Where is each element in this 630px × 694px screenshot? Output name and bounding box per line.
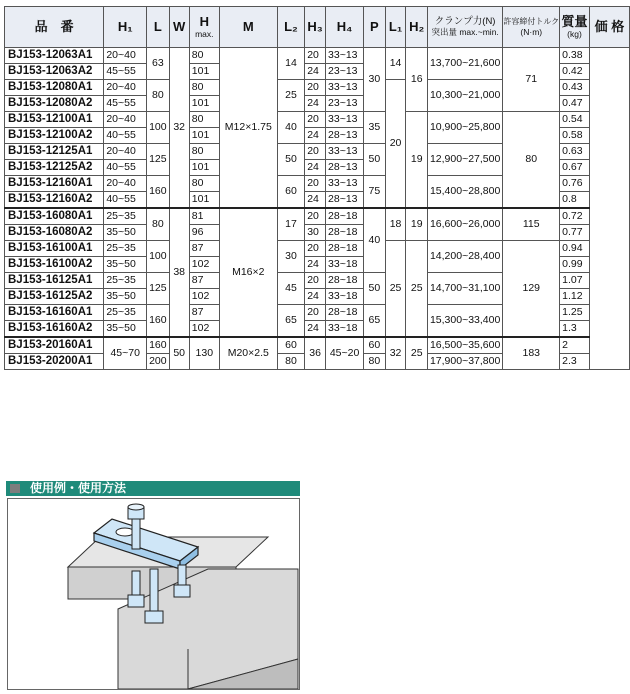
h-value: 96 — [189, 225, 219, 241]
part-number: BJ153-16100A2 — [5, 257, 104, 273]
torque-value: 183 — [503, 337, 560, 370]
header-l: L — [147, 7, 170, 48]
clamp-value: 16,600~26,000 — [427, 208, 502, 241]
h2-value: 16 — [406, 48, 428, 112]
header-h2: H₂ — [406, 7, 428, 48]
spec-table-body — [5, 48, 630, 370]
h3-value: 20 — [305, 112, 326, 128]
price-value — [589, 48, 629, 370]
end-screw — [178, 565, 186, 587]
p-value: 30 — [364, 48, 386, 112]
part-number: BJ153-16160A1 — [5, 305, 104, 321]
l-value: 80 — [147, 208, 170, 241]
h2-value: 25 — [406, 241, 428, 338]
h-value: 80 — [189, 112, 219, 128]
w-value: 50 — [169, 337, 189, 370]
mass-value: 0.77 — [560, 225, 590, 241]
l-value: 160 — [147, 305, 170, 338]
header-mass-sub: (kg) — [567, 28, 582, 39]
h-value: 80 — [189, 48, 219, 64]
p-value: 65 — [364, 305, 386, 338]
p-value: 80 — [364, 354, 386, 370]
clamp-value: 15,400~28,800 — [427, 176, 502, 209]
part-number: BJ153-16160A2 — [5, 321, 104, 338]
l2-value: 80 — [277, 354, 304, 370]
h4-value: 28~18 — [326, 225, 364, 241]
h-value: 101 — [189, 192, 219, 209]
h-value: 102 — [189, 257, 219, 273]
header-h-label: H — [199, 13, 209, 29]
h4-value: 28~13 — [326, 128, 364, 144]
h-value: 81 — [189, 208, 219, 225]
l-value: 100 — [147, 112, 170, 144]
header-p: P — [364, 7, 386, 48]
h3-value: 20 — [305, 273, 326, 289]
clamp-value: 12,900~27,500 — [427, 144, 502, 176]
end-screw-nut — [174, 585, 190, 597]
h4-value: 33~18 — [326, 289, 364, 305]
part-number: BJ153-20160A1 — [5, 337, 104, 354]
part-number: BJ153-16080A1 — [5, 208, 104, 225]
mass-value: 0.94 — [560, 241, 590, 257]
table-row — [5, 48, 630, 64]
l-value: 125 — [147, 144, 170, 176]
part-number: BJ153-12160A1 — [5, 176, 104, 192]
w-value: 38 — [169, 208, 189, 337]
h2-value: 25 — [406, 337, 428, 370]
part-number: BJ153-12125A1 — [5, 144, 104, 160]
h4-value: 33~13 — [326, 144, 364, 160]
header-clamp — [427, 7, 502, 48]
h3-value: 24 — [305, 321, 326, 338]
l2-value: 17 — [277, 208, 304, 241]
h-value: 101 — [189, 160, 219, 176]
stud-bolt — [132, 519, 140, 549]
l-value: 63 — [147, 48, 170, 80]
part-number: BJ153-12160A2 — [5, 192, 104, 209]
header-m: M — [219, 7, 277, 48]
header-torque-sub: (N·m) — [520, 27, 543, 37]
header-clamp-sub: 突出量 max.~min. — [431, 27, 499, 37]
mass-value: 0.72 — [560, 208, 590, 225]
torque-value: 80 — [503, 112, 560, 209]
usage-section-header — [6, 481, 300, 496]
l2-value: 25 — [277, 80, 304, 112]
l1-value: 32 — [385, 337, 406, 370]
clamp-value: 10,300~21,000 — [427, 80, 502, 112]
h1-value: 20~40 — [104, 48, 147, 64]
part-number: BJ153-16080A2 — [5, 225, 104, 241]
header-row — [5, 7, 630, 48]
m-value: M20×2.5 — [219, 337, 277, 370]
l2-value: 60 — [277, 176, 304, 209]
h4-value: 23~13 — [326, 96, 364, 112]
l2-value: 30 — [277, 241, 304, 273]
p-value: 35 — [364, 112, 386, 144]
mass-value: 1.12 — [560, 289, 590, 305]
clamp-value: 15,300~33,400 — [427, 305, 502, 338]
clamp-value: 14,200~28,400 — [427, 241, 502, 273]
h4-value: 33~13 — [326, 80, 364, 96]
table-row — [5, 112, 630, 128]
section-square-icon — [10, 484, 20, 493]
mass-value: 0.47 — [560, 96, 590, 112]
support-bolt — [150, 569, 158, 613]
h4-value: 33~13 — [326, 176, 364, 192]
h3-value: 24 — [305, 257, 326, 273]
h-value: 102 — [189, 289, 219, 305]
h3-value: 24 — [305, 192, 326, 209]
spec-table — [4, 6, 630, 370]
l-value: 80 — [147, 80, 170, 112]
header-torque — [503, 7, 560, 48]
h4-value: 28~18 — [326, 241, 364, 257]
header-price: 価 格 — [589, 7, 629, 48]
l-value: 125 — [147, 273, 170, 305]
h2-value: 19 — [406, 208, 428, 241]
h4-value: 33~18 — [326, 321, 364, 338]
mass-value: 0.38 — [560, 48, 590, 64]
header-l2: L₂ — [277, 7, 304, 48]
header-part-no: 品 番 — [5, 7, 104, 48]
h4-value: 23~13 — [326, 64, 364, 80]
h3-value: 20 — [305, 305, 326, 321]
h3-value: 24 — [305, 96, 326, 112]
lower-bolt — [132, 571, 140, 597]
clamp-usage-drawing — [8, 499, 299, 689]
l1-value: 25 — [385, 241, 406, 338]
header-h3: H₃ — [305, 7, 326, 48]
clamp-value: 14,700~31,100 — [427, 273, 502, 305]
h1-value: 20~40 — [104, 144, 147, 160]
h1-value: 35~50 — [104, 257, 147, 273]
h-value: 80 — [189, 80, 219, 96]
header-h — [189, 7, 219, 48]
h-value: 101 — [189, 96, 219, 112]
h1-value: 20~40 — [104, 176, 147, 192]
l2-value: 60 — [277, 337, 304, 354]
h3-value: 24 — [305, 160, 326, 176]
l2-value: 45 — [277, 273, 304, 305]
clamp-value: 10,900~25,800 — [427, 112, 502, 144]
h4-value: 28~13 — [326, 160, 364, 176]
mass-value: 0.43 — [560, 80, 590, 96]
usage-illustration — [7, 498, 300, 690]
h-value: 101 — [189, 64, 219, 80]
l2-value: 65 — [277, 305, 304, 338]
usage-section-title: 使用例・使用方法 — [30, 481, 127, 495]
h4-value: 28~18 — [326, 208, 364, 225]
mass-value: 0.67 — [560, 160, 590, 176]
l2-value: 50 — [277, 144, 304, 176]
mass-value: 2.3 — [560, 354, 590, 370]
h3-value: 24 — [305, 289, 326, 305]
l1-value: 14 — [385, 48, 406, 80]
h4-value: 28~13 — [326, 192, 364, 209]
header-h-sub: max. — [195, 28, 214, 39]
h1-value: 25~35 — [104, 241, 147, 257]
part-number: BJ153-12100A1 — [5, 112, 104, 128]
l1-value: 18 — [385, 208, 406, 241]
h1-value: 25~35 — [104, 305, 147, 321]
h3-value: 24 — [305, 64, 326, 80]
h3-value: 36 — [305, 337, 326, 370]
p-value: 40 — [364, 208, 386, 273]
l-value: 200 — [147, 354, 170, 370]
h4-value: 33~18 — [326, 257, 364, 273]
clamp-slot — [116, 528, 134, 536]
mass-value: 1.3 — [560, 321, 590, 338]
header-h1: H₁ — [104, 7, 147, 48]
h1-value: 40~55 — [104, 128, 147, 144]
mass-value: 0.99 — [560, 257, 590, 273]
part-number: BJ153-16125A2 — [5, 289, 104, 305]
w-value: 32 — [169, 48, 189, 209]
h-value: 87 — [189, 241, 219, 257]
header-torque-label: 許容締付トルク — [503, 17, 560, 26]
h3-value: 24 — [305, 128, 326, 144]
p-value: 60 — [364, 337, 386, 354]
l-value: 160 — [147, 176, 170, 209]
h3-value: 20 — [305, 48, 326, 64]
p-value: 50 — [364, 273, 386, 305]
m-value: M12×1.75 — [219, 48, 277, 209]
part-number: BJ153-12080A2 — [5, 96, 104, 112]
p-value: 75 — [364, 176, 386, 209]
torque-value: 115 — [503, 208, 560, 241]
mass-value: 0.63 — [560, 144, 590, 160]
mass-value: 0.58 — [560, 128, 590, 144]
h3-value: 20 — [305, 80, 326, 96]
h3-value: 20 — [305, 208, 326, 225]
clamp-value: 16,500~35,600 — [427, 337, 502, 354]
clamp-value: 13,700~21,600 — [427, 48, 502, 80]
h1-value: 25~35 — [104, 208, 147, 225]
part-number: BJ153-12100A2 — [5, 128, 104, 144]
header-w: W — [169, 7, 189, 48]
p-value: 50 — [364, 144, 386, 176]
h-value: 87 — [189, 273, 219, 289]
h1-value: 45~55 — [104, 96, 147, 112]
h1-value: 40~55 — [104, 192, 147, 209]
h-value: 80 — [189, 176, 219, 192]
h1-value: 40~55 — [104, 160, 147, 176]
l1-value: 20 — [385, 80, 406, 209]
h-value: 87 — [189, 305, 219, 321]
h1-value: 20~40 — [104, 112, 147, 128]
clamp-value: 17,900~37,800 — [427, 354, 502, 370]
mass-value: 0.8 — [560, 192, 590, 209]
mass-value: 0.42 — [560, 64, 590, 80]
part-number: BJ153-12063A1 — [5, 48, 104, 64]
table-row — [5, 337, 630, 354]
l2-value: 40 — [277, 112, 304, 144]
h3-value: 30 — [305, 225, 326, 241]
mass-value: 2 — [560, 337, 590, 354]
l-value: 160 — [147, 337, 170, 354]
h4-value: 33~13 — [326, 48, 364, 64]
h-value: 102 — [189, 321, 219, 338]
h4-value: 33~13 — [326, 112, 364, 128]
table-row — [5, 241, 630, 257]
l-value: 100 — [147, 241, 170, 273]
h1-value: 35~50 — [104, 321, 147, 338]
h-value: 101 — [189, 128, 219, 144]
header-l1: L₁ — [385, 7, 406, 48]
part-number: BJ153-12080A1 — [5, 80, 104, 96]
torque-value: 129 — [503, 241, 560, 338]
table-row — [5, 208, 630, 225]
h4-value: 28~18 — [326, 305, 364, 321]
h1-value: 45~70 — [104, 337, 147, 370]
h3-value: 20 — [305, 241, 326, 257]
h-value: 130 — [189, 337, 219, 370]
part-number: BJ153-16125A1 — [5, 273, 104, 289]
lower-nut — [128, 595, 144, 607]
header-clamp-label: クランプ力(N) — [434, 16, 496, 27]
h1-value: 35~50 — [104, 225, 147, 241]
header-mass — [560, 7, 590, 48]
part-number: BJ153-12125A2 — [5, 160, 104, 176]
m-value: M16×2 — [219, 208, 277, 337]
h-value: 80 — [189, 144, 219, 160]
header-h4: H₄ — [326, 7, 364, 48]
h4-value: 45~20 — [326, 337, 364, 370]
h2-value: 19 — [406, 112, 428, 209]
h4-value: 28~18 — [326, 273, 364, 289]
part-number: BJ153-16100A1 — [5, 241, 104, 257]
h1-value: 45~55 — [104, 64, 147, 80]
h1-value: 20~40 — [104, 80, 147, 96]
part-number: BJ153-12063A2 — [5, 64, 104, 80]
header-mass-label: 質量 — [561, 13, 588, 29]
mass-value: 1.07 — [560, 273, 590, 289]
h1-value: 25~35 — [104, 273, 147, 289]
mass-value: 0.76 — [560, 176, 590, 192]
part-number: BJ153-20200A1 — [5, 354, 104, 370]
mass-value: 1.25 — [560, 305, 590, 321]
h3-value: 20 — [305, 144, 326, 160]
h3-value: 20 — [305, 176, 326, 192]
l2-value: 14 — [277, 48, 304, 80]
support-nut — [145, 611, 163, 623]
torque-value: 71 — [503, 48, 560, 112]
mass-value: 0.54 — [560, 112, 590, 128]
h1-value: 35~50 — [104, 289, 147, 305]
